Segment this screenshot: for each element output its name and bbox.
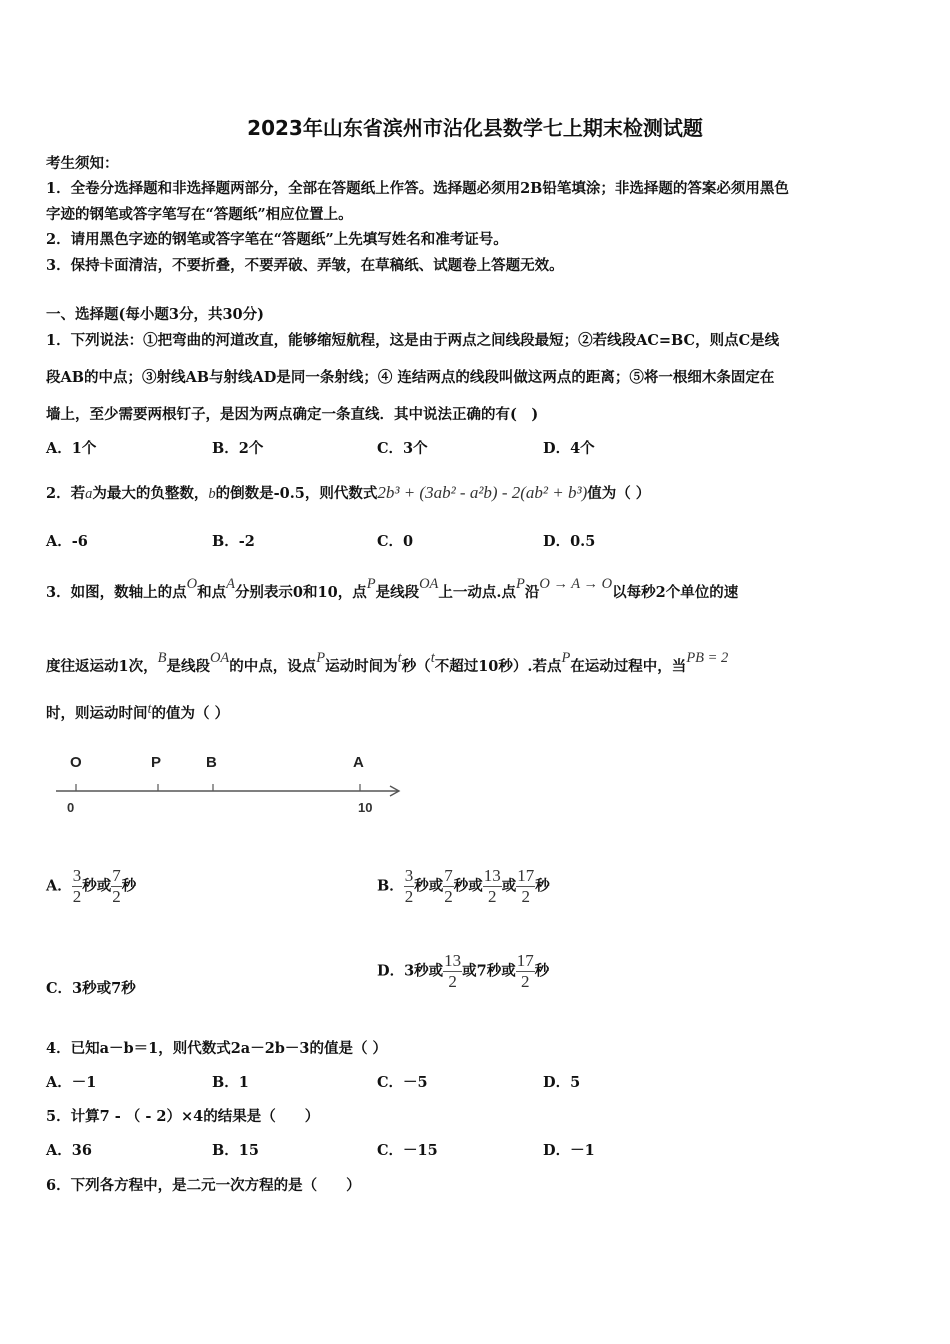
label-zero: 0 <box>67 800 75 815</box>
q2-option-d[interactable]: D．0.5 <box>543 533 596 550</box>
q2-option-b[interactable]: B．-2 <box>212 533 255 550</box>
label-a: A <box>353 754 364 771</box>
q2-option-c[interactable]: C．0 <box>377 533 414 550</box>
q1-option-c[interactable]: C．3个 <box>377 440 428 457</box>
q3-stem-line-1: 3．如图，数轴上的点O和点A分别表示0和10，点P是线段OA上一动点.点P沿O → A → O以每秒2个单位的速 <box>46 576 739 601</box>
q4-option-a[interactable]: A．－1 <box>46 1074 97 1091</box>
notice-heading: 考生须知： <box>46 155 119 172</box>
q3-option-d[interactable]: D．3秒或 $\frac{13}{2}$ 或7秒或 $\frac{17}{2}$ 秒 <box>377 951 550 991</box>
label-b: B <box>206 754 217 771</box>
label-ten: 10 <box>358 800 373 815</box>
q1-line-1: 1．下列说法：①把弯曲的河道改直，能够缩短航程，这是由于两点之间线段最短；②若线段AC=BC，则点C是线 <box>46 332 780 349</box>
q5-option-a[interactable]: A．36 <box>46 1142 92 1159</box>
q4-option-d[interactable]: D．5 <box>543 1074 581 1091</box>
q2-stem: 2．若a为最大的负整数，b的倒数是-0.5，则代数式2b³ + (3ab² - a²b) - 2(ab² + b³)值为（ ） <box>46 483 651 502</box>
q2-expression: 2b³ + (3ab² - a²b) - 2(ab² + b³) <box>377 483 588 502</box>
q3-option-b[interactable]: B． $\frac{3}{2}$ 秒或 $\frac{7}{2}$ 秒或 $\frac{13}{2}$ 或 $\frac{17}{2}$ 秒 <box>377 866 550 906</box>
q1-option-d[interactable]: D．4个 <box>543 440 595 457</box>
q1-option-a[interactable]: A．1个 <box>46 440 97 457</box>
notice-item-1a: 1．全卷分选择题和非选择题两部分，全部在答题纸上作答。选择题必须用2B铅笔填涂；非选择题的答案必须用黑色 <box>46 180 789 197</box>
q5-option-b[interactable]: B．15 <box>212 1142 259 1159</box>
notice-item-2: 2．请用黑色字迹的钢笔或答字笔在“答题纸”上先填写姓名和准考证号。 <box>46 231 508 248</box>
label-p: P <box>151 754 162 771</box>
page-title: 2023年山东省滨州市沾化县数学七上期末检测试题 <box>247 116 703 140</box>
notice-item-1b: 字迹的钢笔或答字笔写在“答题纸”相应位置上。 <box>46 206 353 223</box>
section-heading: 一、选择题(每小题3分，共30分) <box>46 306 264 323</box>
q3-stem-line-3: 时，则运动时间t的值为（ ） <box>46 701 230 722</box>
notice-item-3: 3．保持卡面清洁，不要折叠，不要弄破、弄皱，在草稿纸、试题卷上答题无效。 <box>46 257 564 274</box>
q2-option-a[interactable]: A．-6 <box>46 533 88 550</box>
q3-option-c[interactable]: C．3秒或7秒 <box>46 980 136 997</box>
q3-stem-line-2: 度往返运动1次，B是线段OA的中点，设点P运动时间为t秒（t不超过10秒）.若点P在运动过程中，当PB = 2 <box>46 650 729 675</box>
label-o: O <box>70 754 82 771</box>
q5-option-d[interactable]: D．－1 <box>543 1142 595 1159</box>
q1-line-3: 墙上，至少需要两根钉子，是因为两点确定一条直线．其中说法正确的有( ) <box>46 406 539 423</box>
q6-stem: 6．下列各方程中，是二元一次方程的是（ ） <box>46 1177 361 1194</box>
number-line-figure <box>50 745 410 820</box>
q1-line-2: 段AB的中点；③射线AB与射线AD是同一条射线；④ 连结两点的线段叫做这两点的距离；⑤将一根细木条固定在 <box>46 369 775 386</box>
q4-stem: 4．已知a－b＝1，则代数式2a－2b－3的值是（ ） <box>46 1040 388 1057</box>
q4-option-b[interactable]: B．1 <box>212 1074 249 1091</box>
q5-option-c[interactable]: C．－15 <box>377 1142 438 1159</box>
q3-option-a[interactable]: A． $\frac{3}{2}$ 秒或 $\frac{7}{2}$ 秒 <box>46 866 137 906</box>
q4-option-c[interactable]: C．－5 <box>377 1074 428 1091</box>
q1-option-b[interactable]: B．2个 <box>212 440 264 457</box>
q5-stem: 5．计算7 - （ - 2）×4的结果是（ ） <box>46 1108 320 1125</box>
